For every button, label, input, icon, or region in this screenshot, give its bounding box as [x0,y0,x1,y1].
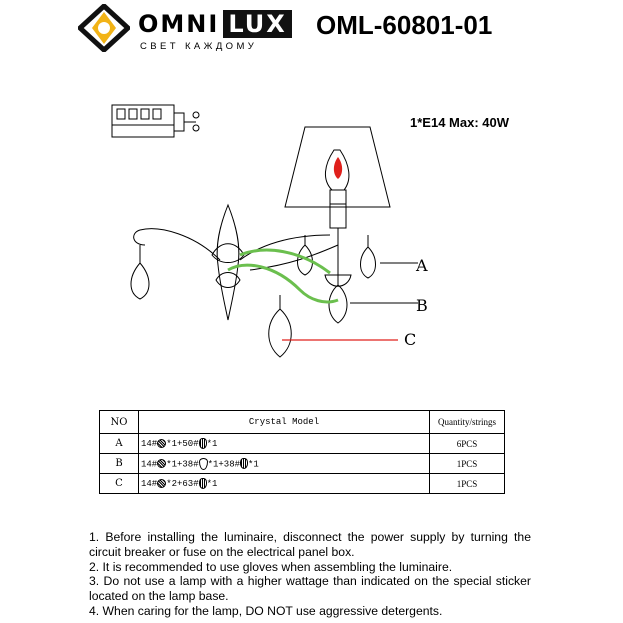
flame-icon [334,157,342,179]
round-crystal-icon [157,479,166,488]
header-no: NO [100,411,139,434]
brand-name-omni: OMNI [138,10,220,38]
drop-crystal-icon [199,478,207,489]
note-item: 2. It is recommended to use gloves when assembling the luminaire. [89,559,453,574]
brand-name [138,10,292,38]
round-crystal-icon [157,439,166,448]
header-model: Crystal Model [139,411,430,434]
table-row [100,454,505,474]
drop-crystal-icon [199,438,207,449]
crystal-pendant-icon [131,235,376,357]
brand-tagline: СВЕТ КАЖДОМУ [140,41,258,52]
callout-a: A [416,256,428,275]
terminal-block-icon [112,105,199,137]
row-model: 14# *1+38# *1+38# *1 [139,454,430,474]
row-qty: 1PCS [430,454,505,474]
brand-logo [78,4,288,52]
row-model: 14# *2+63# *1 [139,474,430,494]
round-crystal-icon [157,459,166,468]
table-row [100,474,505,494]
header-qty: Quantity/strings [430,411,505,434]
row-no: C [100,474,139,494]
lamp-spec: 1*E14 Max: 40W [410,115,509,130]
note-item: 1. Before installing the luminaire, disconnect the power supply by turning the circuit breaker or fuse on the electrical panel box. [89,530,531,559]
model-code: OML-60801-01 [316,10,493,40]
callout-b: B [416,296,428,315]
row-qty: 6PCS [430,434,505,454]
crystal-table [99,410,505,494]
row-no: A [100,434,139,454]
drop-crystal-icon [240,458,248,469]
table-header-row [100,411,505,434]
row-model: 14# *1+50# *1 [139,434,430,454]
note-item: 4. When caring for the lamp, DO NOT use aggressive detergents. [89,603,443,618]
safety-notes [89,530,531,619]
luminaire-drawing [100,95,430,365]
table-row [100,434,505,454]
note-item: 3. Do not use a lamp with a higher wattage than indicated on the special sticker located on the lamp base. [89,574,531,604]
brand-name-lux: LUX [223,10,291,38]
row-no: B [100,454,139,474]
row-qty: 1PCS [430,474,505,494]
callout-c: C [404,330,417,349]
teardrop-crystal-icon [199,458,208,470]
logo-diamond-icon [78,4,130,52]
